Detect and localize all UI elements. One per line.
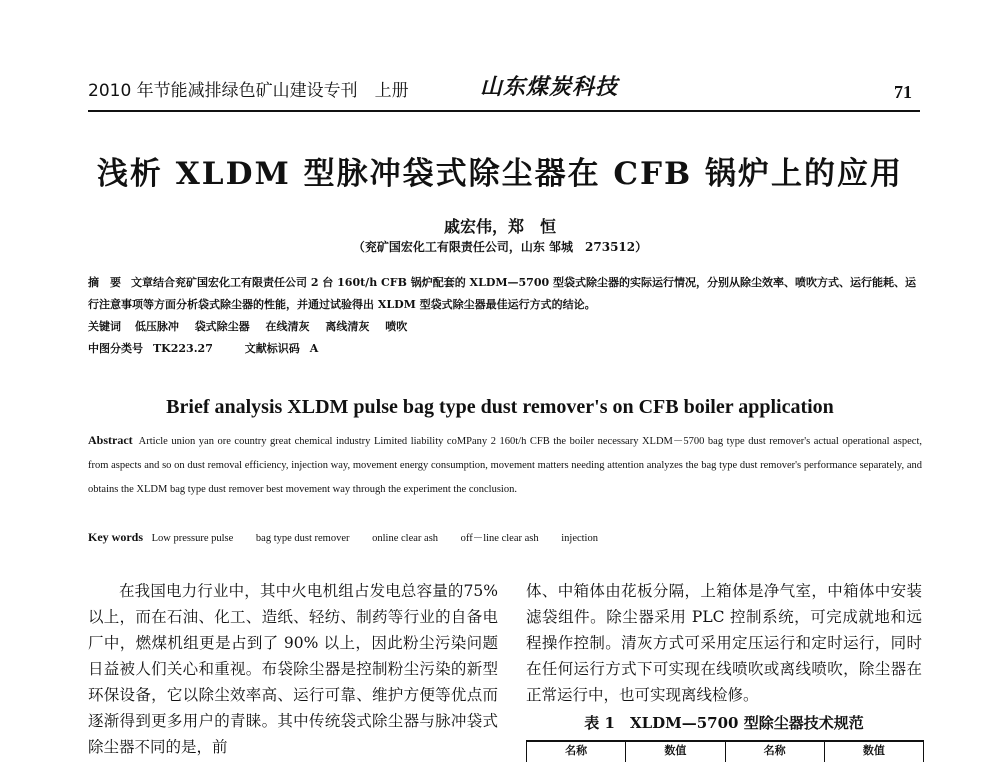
keywords-en-label: Key words xyxy=(88,530,143,544)
keyword-en: bag type dust remover xyxy=(255,533,350,544)
classification-line xyxy=(88,338,922,360)
abstract-chinese-block xyxy=(88,272,922,360)
abstract-en-text: Article union yan ore country great chemical industry Limited liability coMPany 2 160t/h CFB the boiler necessary XLDM－5700 bag type dust remover's actual operational aspect, from aspects and so on dust removal efficiency, injection way, movement energy consumption, movement matters needing attention analyzes the bag type dust remover's performance separately, and obtains the XLDM bag type dust remover best movement way through the experiment the conclusion. xyxy=(88,436,922,495)
keyword-en: Low pressure pulse xyxy=(151,533,234,544)
abstract-english xyxy=(88,428,922,502)
abstract-en-label: Abstract xyxy=(88,433,133,447)
doc-code-value: A xyxy=(309,342,319,355)
keywords-chinese xyxy=(88,316,922,338)
classification-label: 中图分类号 xyxy=(88,342,143,355)
keyword-en: off－line clear ash xyxy=(460,533,539,544)
journal-name: 山东煤炭科技 xyxy=(480,74,619,100)
header-issue: 2010 年节能减排绿色矿山建设专刊 上册 xyxy=(88,81,409,101)
keyword: 在线清灰 xyxy=(265,320,310,333)
header-rule xyxy=(88,110,920,112)
affiliation: （兖矿国宏化工有限责任公司，山东 邹城 273512） xyxy=(352,240,648,254)
running-header xyxy=(88,70,918,110)
table-header-cell: 数值 xyxy=(626,742,725,762)
keywords-label: 关键词 xyxy=(88,320,121,333)
abstract-label: 摘 要 xyxy=(88,276,121,289)
keyword: 离线清灰 xyxy=(325,320,370,333)
keywords-english xyxy=(88,530,922,545)
table-caption: 表 1 XLDM—5700 型除尘器技术规范 xyxy=(584,714,864,732)
keyword: 袋式除尘器 xyxy=(194,320,250,333)
keyword: 低压脉冲 xyxy=(134,320,179,333)
abstract-chinese xyxy=(88,272,922,316)
page-number: 71 xyxy=(894,82,912,102)
classification-value: TK223.27 xyxy=(153,342,213,355)
spec-table-header xyxy=(526,740,924,762)
table-header-cell: 数值 xyxy=(862,744,885,757)
keyword-en: injection xyxy=(561,533,598,544)
body-text-right: 体、中箱体由花板分隔，上箱体是净气室，中箱体中安装滤袋组件。除尘器采用 PLC 控制系统，可完成就地和远程操作控制。清灰方式可采用定压运行和定时运行，同时在任何运行方式下可实现在线喷吹或离线喷吹，除尘器在正常运行中，也可实现离线检修。 xyxy=(526,582,922,704)
body-text-left: 在我国电力行业中，其中火电机组占发电总容量的75%以上，而在石油、化工、造纸、轻纺、制药等行业的自备电厂中，燃煤机组更是占到了 90% 以上，因此粉尘污染问题日益被人们关心和重视。布袋除尘器是控制粉尘污染的新型环保设备，它以除尘效率高、运行可靠、维护方便等优点而逐渐得到更多用户的青睐。其中传统袋式除尘器与脉冲袋式除尘器不同的是，前 xyxy=(88,582,498,756)
table-header-cell: 名称 xyxy=(726,742,825,762)
keyword: 喷吹 xyxy=(385,320,408,333)
table-header-cell: 名称 xyxy=(527,742,626,762)
title-english: Brief analysis XLDM pulse bag type dust remover's on CFB boiler application xyxy=(166,396,834,418)
abstract-text: 文章结合兖矿国宏化工有限责任公司 2 台 160t/h CFB 锅炉配套的 XLDM—5700 型袋式除尘器的实际运行情况，分别从除尘效率、喷吹方式、运行能耗、运行注意事项等方面分析袋式除尘器的性能，并通过试验得出 XLDM 型袋式除尘器最佳运行方式的结论。 xyxy=(88,276,916,311)
keyword-en: online clear ash xyxy=(372,533,439,544)
doc-code-label: 文献标识码 xyxy=(244,342,300,355)
title-chinese: 浅析 XLDM 型脉冲袋式除尘器在 CFB 锅炉上的应用 xyxy=(96,156,904,192)
authors: 戚宏伟，郑 恒 xyxy=(443,217,556,236)
